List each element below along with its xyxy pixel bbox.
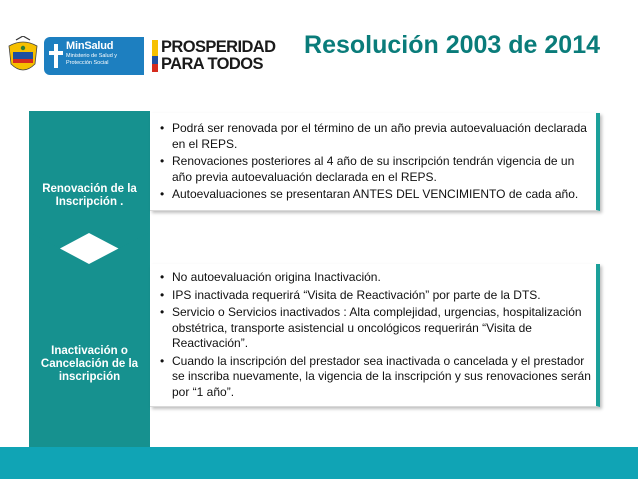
chevron-renovacion-label: Renovación de la Inscripción . — [42, 183, 137, 208]
header-logos — [6, 34, 276, 82]
chevron-shape — [29, 232, 150, 450]
minsalud-logo — [44, 37, 144, 75]
inactivacion-bullet-list — [158, 270, 596, 400]
flag-bar-icon — [152, 40, 158, 72]
prosperidad-line1: PROSPERIDAD — [161, 38, 276, 56]
prosperidad-logo — [152, 36, 276, 76]
panel-inactivacion — [150, 264, 600, 407]
bullet-item: • Autoevaluaciones se presentaran ANTES DEL VENCIMIENTO de cada año. — [158, 187, 596, 203]
prosperidad-line2: PARA TODOS — [161, 55, 263, 73]
chevron-inactivacion-label: Inactivación o Cancelación de la inscripción — [40, 345, 139, 383]
bullet-item: • Servicio o Servicios inactivados : Alta complejidad, urgencias, hospitalización obstétrica, transporte asistencial u oncológicos requerirán “Visita de Reactivación”. — [158, 305, 596, 352]
renovacion-bullet-list — [158, 121, 596, 203]
minsalud-subtitle: Ministerio de Salud y Protección Social — [66, 53, 118, 66]
footer-band — [0, 447, 638, 479]
slide-title: Resolución 2003 de 2014 — [304, 31, 600, 59]
bullet-item: • Podrá ser renovada por el término de un año previa autoevaluación declarada en el REPS. — [158, 121, 596, 152]
bullet-item: • Renovaciones posteriores al 4 año de su inscripción tendrán vigencia de un año previa autoevaluación declarada en el REPS. — [158, 154, 596, 185]
bullet-item: • Cuando la inscripción del prestador sea inactivada o cancelada y el prestador se inscriba nuevamente, la vigencia de la inscripción y sus renovaciones serán por “1 año”. — [158, 354, 596, 401]
bullet-item: • No autoevaluación origina Inactivación. — [158, 270, 596, 286]
minsalud-cross-icon — [49, 44, 63, 68]
colombia-coat-of-arms-icon — [6, 36, 40, 76]
chevron-inactivacion — [29, 232, 150, 450]
bullet-item: • IPS inactivada requerirá “Visita de Reactivación” por parte de la DTS. — [158, 288, 596, 304]
minsalud-title: MinSalud — [66, 40, 114, 52]
panel-renovacion — [150, 113, 600, 211]
